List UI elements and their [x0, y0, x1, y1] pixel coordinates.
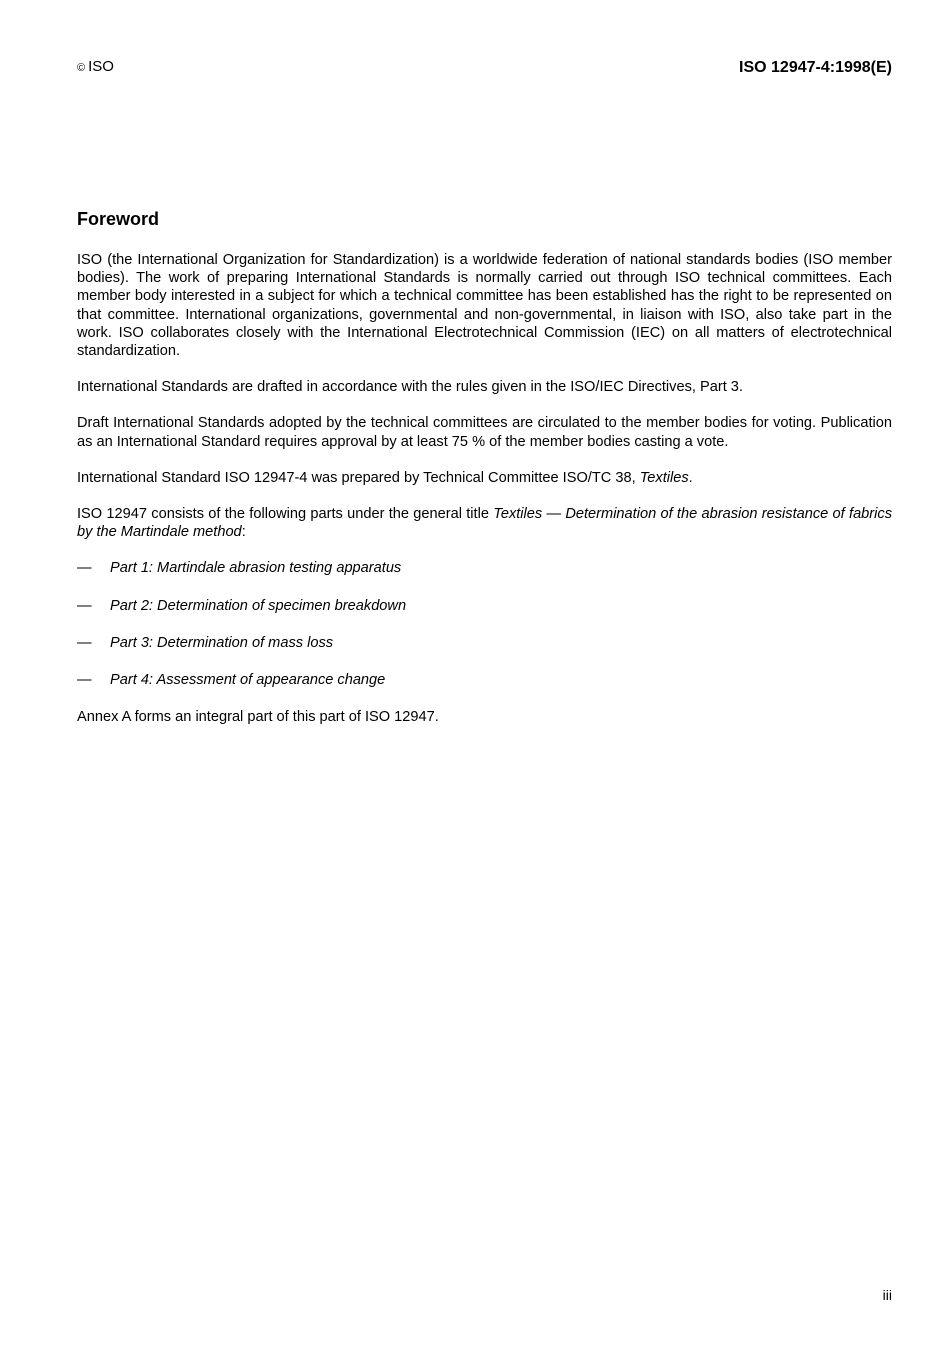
- paragraph-parts-intro: [77, 505, 892, 541]
- paragraph-iso-intro: ISO (the International Organization for Standardization) is a worldwide federation of national standards bodies (ISO member bodies). The work of preparing International Standards is normally carried out through ISO technical committees. Each member body interested in a subject for which a technical committee has been established has the right to be represented on that committee. International organizations, governmental and non-governmental, in liaison with ISO, also take part in the work. ISO collaborates closely with the International Electrotechnical Commission (IEC) on all matters of electrotechnical standardization.: [77, 252, 892, 360]
- dash-bullet: —: [77, 634, 92, 651]
- paragraph-annex: Annex A forms an integral part of this part of ISO 12947.: [77, 709, 439, 726]
- dash-bullet: —: [77, 560, 92, 577]
- dash-bullet: —: [77, 672, 92, 689]
- list-item: [77, 559, 892, 577]
- paragraph-directives: International Standards are drafted in accordance with the rules given in the ISO/IEC Directives, Part 3.: [77, 379, 743, 396]
- dash-bullet: —: [77, 597, 92, 614]
- paragraph-committee: [77, 469, 892, 487]
- parts-list: [77, 559, 892, 689]
- section-title: Foreword: [77, 209, 160, 229]
- paragraph-voting: Draft International Standards adopted by the technical committees are circulated to the member bodies for voting. Publication as an International Standard requires approval by at least 75 % of the member bodies casting a vote.: [77, 415, 892, 450]
- page-number: iii: [882, 1287, 892, 1303]
- foreword-section: [77, 207, 892, 744]
- parts-intro-suffix: :: [241, 524, 246, 541]
- committee-text: International Standard ISO 12947-4 was prepared by Technical Committee ISO/TC 38,: [77, 469, 640, 486]
- part-title: Part 1: Martindale abrasion testing apparatus: [110, 560, 402, 577]
- list-item: [77, 634, 892, 652]
- part-title: Part 3: Determination of mass loss: [110, 634, 334, 651]
- copyright-notice: [77, 58, 114, 75]
- parts-intro-text: ISO 12947 consists of the following parts under the general title: [77, 506, 494, 523]
- copyright-symbol: ©: [77, 62, 86, 74]
- list-item: [77, 671, 892, 689]
- part-title: Part 4: Assessment of appearance change: [110, 672, 386, 689]
- committee-name: Textiles: [639, 469, 689, 486]
- committee-suffix: .: [688, 469, 693, 486]
- general-title: Textiles — Determination of the abrasion resistance of fabrics by the Martindale method: [77, 506, 892, 541]
- part-title: Part 2: Determination of specimen breakdown: [110, 597, 407, 614]
- list-item: [77, 597, 892, 615]
- copyright-org: ISO: [88, 58, 114, 75]
- document-identifier: ISO 12947-4:1998(E): [739, 59, 892, 76]
